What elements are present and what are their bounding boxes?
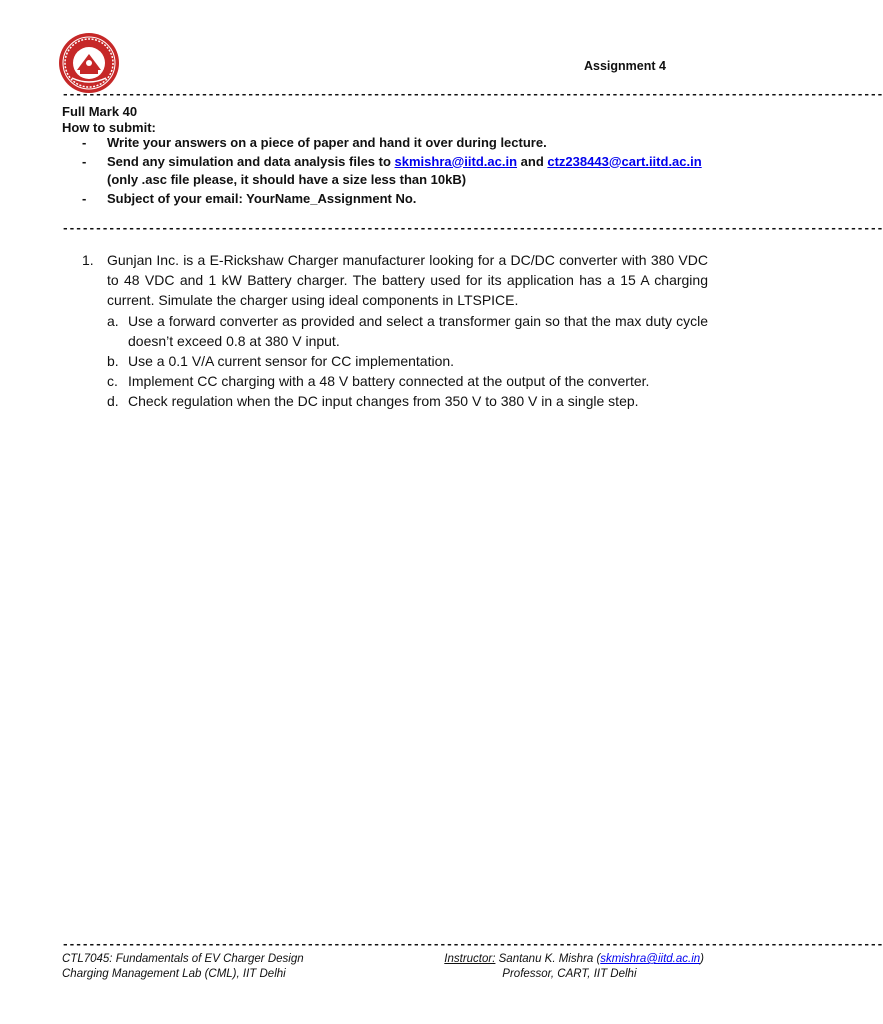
submission-item-note: (only .asc file please, it should have a size less than 10kB) <box>107 172 467 187</box>
question-part <box>82 351 708 371</box>
instructor-line: Instructor: Santanu K. Mishra (skmishra@iitd.ac.in) <box>444 953 704 965</box>
footer-divider: ---------------------------------------------------------------------------------------------------------------------------- <box>62 938 883 951</box>
question-list <box>82 250 708 412</box>
submission-item <box>82 134 722 153</box>
question-part <box>82 371 708 391</box>
instructor-email-link[interactable]: skmishra@iitd.ac.in <box>600 953 701 965</box>
section-divider: ---------------------------------------------------------------------------------------------------------------------------- <box>62 222 883 235</box>
bullet: - <box>82 135 87 150</box>
instructor-designation: Professor, CART, IIT Delhi <box>502 968 637 980</box>
how-to-submit-heading: How to submit: <box>62 120 156 135</box>
instructor-name: Santanu K. Mishra <box>495 953 597 965</box>
submission-item-text: and <box>517 153 548 169</box>
part-letter: d. <box>107 393 119 410</box>
submission-item <box>82 190 722 209</box>
footer-course-info <box>62 952 304 982</box>
footer-instructor-info <box>444 952 704 982</box>
lab-name: Charging Management Lab (CML), IIT Delhi <box>62 968 286 980</box>
top-divider: ---------------------------------------------------------------------------------------------------------------------------- <box>62 88 883 101</box>
question-part <box>82 391 708 411</box>
question-number: 1. <box>82 252 94 268</box>
part-text: Check regulation when the DC input changes from 350 V to 380 V in a single step. <box>128 393 639 410</box>
email-link-ta[interactable]: ctz238443@cart.iitd.ac.in <box>547 153 702 169</box>
instructor-label: Instructor: <box>444 953 496 965</box>
submission-item-text: Write your answers on a piece of paper and hand it over during lecture. <box>107 135 547 150</box>
part-letter: c. <box>107 373 118 390</box>
part-text: Implement CC charging with a 48 V battery connected at the output of the converter. <box>128 373 650 390</box>
part-letter: a. <box>107 312 119 329</box>
seal-icon <box>58 32 120 94</box>
part-letter: b. <box>107 353 119 370</box>
submission-list <box>82 134 722 208</box>
iit-delhi-logo <box>58 32 120 94</box>
email-link-instructor[interactable]: skmishra@iitd.ac.in <box>394 153 518 169</box>
bullet: - <box>82 190 87 206</box>
bullet: - <box>82 153 87 169</box>
question-part <box>82 311 708 351</box>
assignment-label: Assignment 4 <box>584 59 666 73</box>
question-text: Gunjan Inc. is a E-Rickshaw Charger manufacturer looking for a DC/DC converter with 380 VDC to 48 VDC and 1 kW Battery charger. The battery used for its application has a 15 A charging current. Simulate the charger using ideal components in LTSPICE. <box>107 252 708 309</box>
question-item <box>82 250 708 311</box>
submission-item-text: Send any simulation and data analysis files to <box>107 153 395 169</box>
submission-item-text: Subject of your email: YourName_Assignment No. <box>107 190 417 206</box>
submission-item <box>82 153 722 190</box>
part-text: Use a forward converter as provided and select a transformer gain so that the max duty cycle doesn’t exceed 0.8 at 380 V input. <box>128 312 708 349</box>
course-title: CTL7045: Fundamentals of EV Charger Design <box>62 953 304 965</box>
full-mark: Full Mark 40 <box>62 104 138 119</box>
part-text: Use a 0.1 V/A current sensor for CC implementation. <box>128 353 455 370</box>
